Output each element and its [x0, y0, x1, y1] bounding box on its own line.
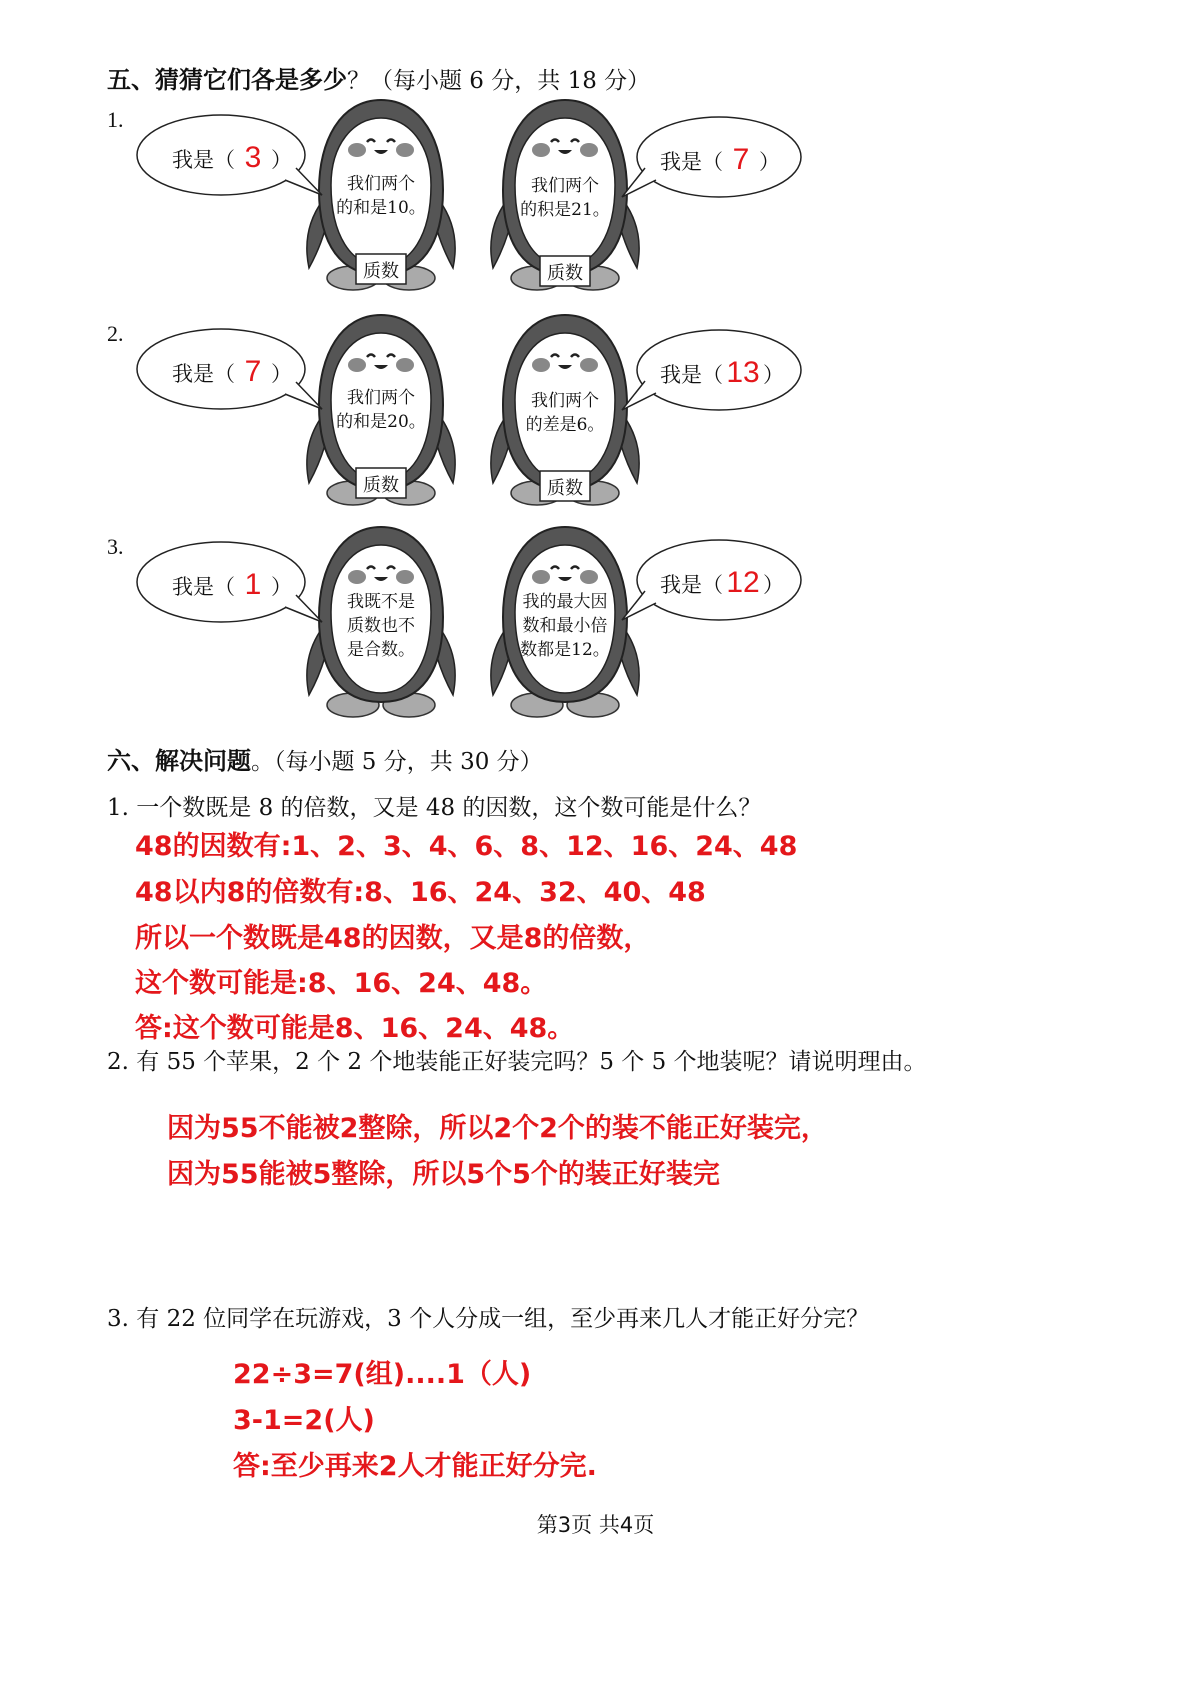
belly-line: 我们两个: [347, 388, 415, 408]
section5-title: 五、猜猜它们各是多少: [107, 66, 347, 94]
bubble-suffix: ）: [271, 148, 292, 172]
belly-line: 的和是20。: [336, 412, 426, 432]
bubble-text-left-1: [172, 141, 292, 175]
bubble-suffix: ）: [763, 363, 784, 387]
question-2: 2. 有 55 个苹果，2 个 2 个地装能正好装完吗？5 个 5 个地装呢？请说明理由。: [107, 1049, 927, 1075]
belly-text-right-2: [515, 389, 615, 437]
bubble-text-right-3: [660, 566, 784, 600]
answer-value: 12: [726, 566, 760, 599]
answer-value: 7: [732, 143, 750, 176]
sign-label: 质数: [363, 261, 399, 282]
belly-line: 我们两个: [531, 391, 599, 411]
answer-line: 48的因数有:1、2、3、4、6、8、12、16、24、48: [135, 831, 798, 862]
question-3: 3. 有 22 位同学在玩游戏，3 个人分成一组，至少再来几人才能正好分完？: [107, 1306, 870, 1332]
bubble-suffix: ）: [759, 150, 780, 174]
bubble-prefix: 我是（: [172, 362, 235, 386]
belly-text-left-2: [331, 386, 431, 434]
belly-line: 是合数。: [347, 640, 415, 660]
belly-line: 我们两个: [347, 174, 415, 194]
belly-line: 我既不是: [347, 592, 415, 612]
section5-note: ？（每小题 6 分，共 18 分）: [347, 68, 651, 94]
answer-line: 所以一个数既是48的因数，又是8的倍数，: [135, 923, 651, 954]
belly-line: 的差是6。: [525, 415, 605, 435]
answer-line: 答:这个数可能是8、16、24、48。: [135, 1013, 575, 1044]
bubble-prefix: 我是（: [660, 573, 723, 597]
answer-value: 7: [244, 355, 262, 388]
bubble-text-left-2: [172, 355, 292, 389]
section6-heading: [107, 741, 543, 776]
bubble-suffix: ）: [763, 573, 784, 597]
section6-note: 。（每小题 5 分，共 30 分）: [251, 749, 543, 775]
answer-line: 48以内8的倍数有:8、16、24、32、40、48: [135, 877, 706, 908]
answer-value: 3: [244, 141, 262, 174]
bubble-text-right-2: [660, 356, 784, 390]
belly-line: 我的最大因: [522, 592, 608, 612]
sign-label: 质数: [363, 475, 399, 496]
belly-line: 质数也不: [347, 616, 415, 636]
bubble-text-left-3: [172, 568, 292, 602]
question-1: 1. 一个数既是 8 的倍数，又是 48 的因数，这个数可能是什么？: [107, 795, 762, 821]
belly-line: 我们两个: [531, 176, 599, 196]
answer-line: 3-1=2(人): [233, 1405, 375, 1436]
sign-label: 质数: [547, 263, 583, 284]
answer-value: 1: [244, 568, 262, 601]
answer-2: [167, 1106, 828, 1198]
answer-3: [233, 1352, 597, 1490]
bubble-suffix: ）: [271, 362, 292, 386]
belly-line: 数都是12。: [520, 640, 610, 660]
belly-line: 数和最小倍: [522, 616, 608, 636]
bubble-prefix: 我是（: [660, 363, 723, 387]
page-footer: 第3页 共4页: [536, 1513, 655, 1537]
bubble-text-right-1: [660, 143, 780, 177]
sign-label: 质数: [547, 478, 583, 499]
belly-line: 的积是21。: [520, 200, 610, 220]
bubble-prefix: 我是（: [660, 150, 723, 174]
answer-line: 22÷3=7(组)....1（人): [233, 1359, 532, 1390]
problem-number: 1.: [107, 107, 124, 132]
answer-line: 这个数可能是:8、16、24、48。: [135, 968, 548, 999]
belly-text-left-3: [331, 590, 431, 662]
belly-line: 的和是10。: [336, 198, 426, 218]
bubble-prefix: 我是（: [172, 148, 235, 172]
answer-line: 因为55不能被2整除，所以2个2个的装不能正好装完，: [167, 1113, 828, 1144]
bubble-prefix: 我是（: [172, 575, 235, 599]
problem-number: 3.: [107, 534, 124, 559]
answer-line: 因为55能被5整除，所以5个5个的装正好装完: [167, 1159, 720, 1190]
belly-text-right-1: [515, 174, 615, 222]
answer-1: [135, 824, 797, 1051]
belly-text-right-3: [510, 590, 620, 662]
bubble-suffix: ）: [271, 575, 292, 599]
answer-value: 13: [726, 356, 760, 389]
problem-number: 2.: [107, 321, 124, 346]
belly-text-left-1: [331, 172, 431, 220]
answer-line: 答:至少再来2人才能正好分完.: [233, 1451, 597, 1482]
section6-title: 六、解决问题: [107, 747, 251, 775]
